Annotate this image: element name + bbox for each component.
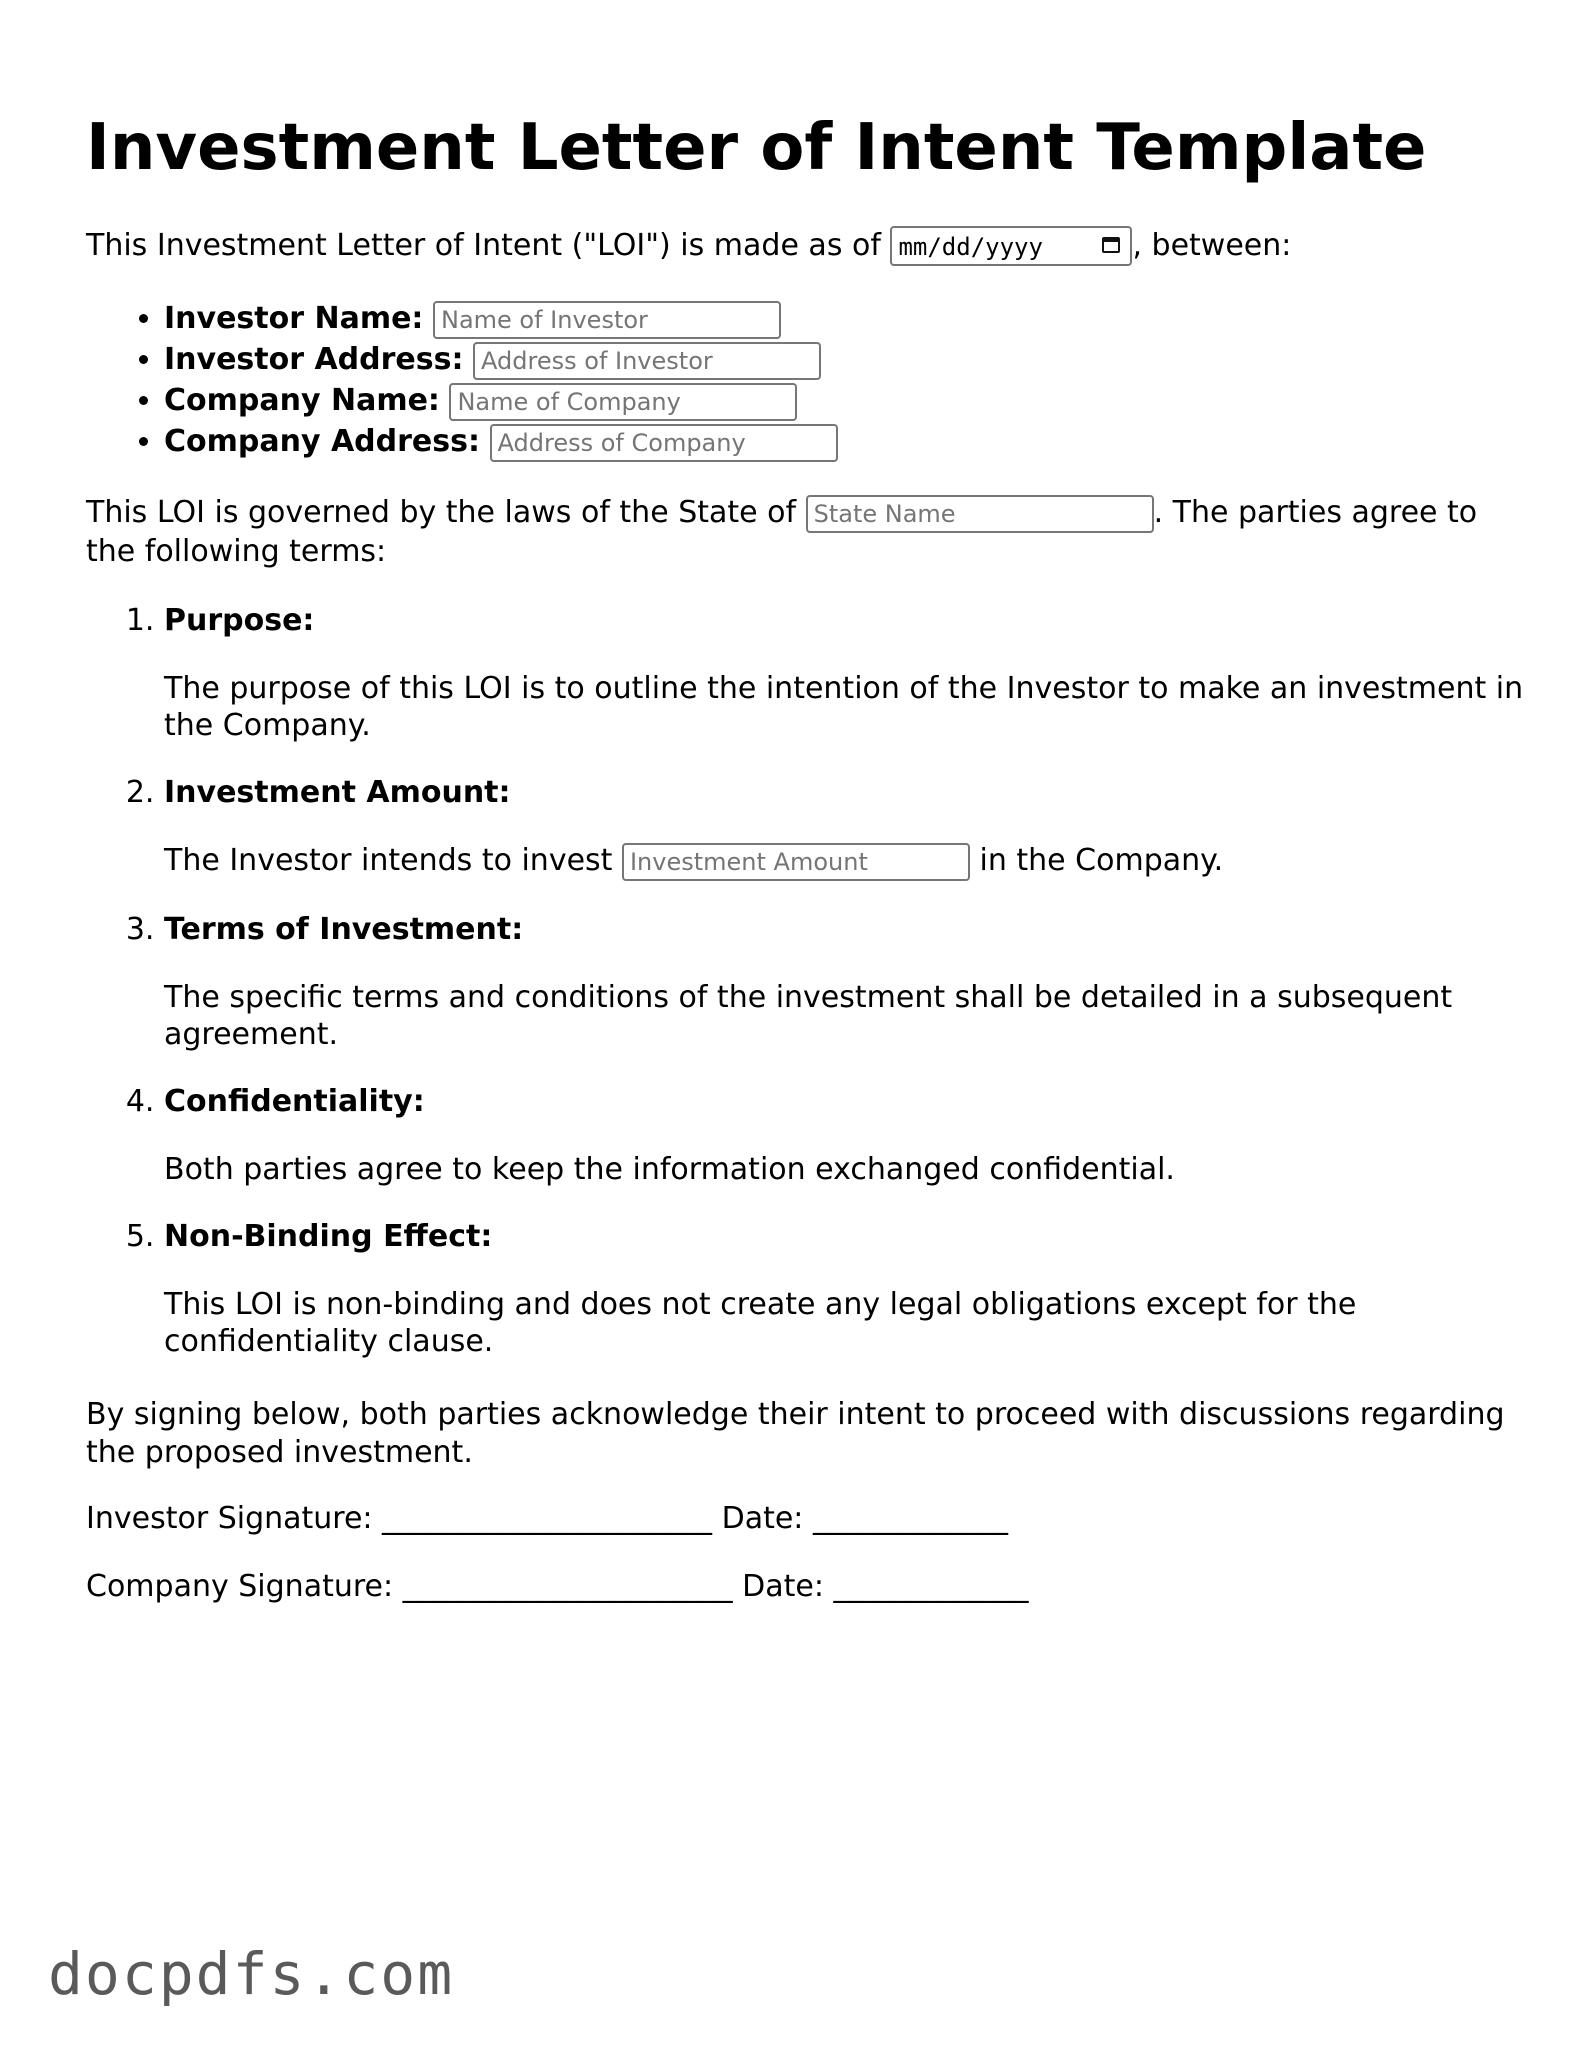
amount-text-before: The Investor intends to invest [164,843,613,878]
term-confidentiality [164,1083,1564,1188]
law-text-after: . The parties agree to the following terms: [86,495,1478,569]
term-terms-of-investment [164,911,1564,1053]
investor-address-label: Investor Address: [164,342,464,377]
list-item [164,339,838,380]
date-placeholder: mm/dd/yyyy [898,233,1043,261]
watermark-logo: docpdfs.com [48,1940,455,2008]
term-body [164,842,1564,881]
list-item [164,421,838,462]
parties-list [86,298,838,462]
term-purpose [164,602,1564,744]
term-body: The purpose of this LOI is to outline the intention of the Investor to make an investment in the Company. [164,671,1524,743]
term-body: The specific terms and conditions of the investment shall be detailed in a subsequent agreement. [164,979,1453,1052]
investor-signature-line: Investor Signature: ______________________ Date: _____________ [86,1501,1008,1536]
term-body: This LOI is non-binding and does not create any legal obligations except for the confidentiality clause. [164,1286,1357,1359]
investment-amount-input[interactable] [622,843,970,881]
term-body: Both parties agree to keep the information exchanged confidential. [164,1151,1175,1187]
list-item [164,380,838,421]
intro-text-after: , between: [1132,228,1292,263]
company-name-input[interactable] [449,383,797,421]
law-text-before: This LOI is governed by the laws of the State of [86,495,797,530]
governing-law-paragraph [86,494,1506,571]
closing-paragraph: By signing below, both parties acknowledge their intent to proceed with discussions regarding the proposed investment. [86,1397,1505,1470]
page-title: Investment Letter of Intent Template [86,111,1427,185]
intro-text-before: This Investment Letter of Intent ("LOI") is made as of [86,228,881,263]
investor-name-input[interactable] [433,301,781,339]
term-investment-amount [164,774,1564,881]
intro-paragraph [86,226,1291,266]
term-non-binding-effect [164,1218,1564,1360]
calendar-icon[interactable] [1102,237,1120,253]
date-input[interactable] [890,226,1132,266]
list-item [164,298,838,339]
company-address-input[interactable] [490,424,838,462]
state-name-input[interactable] [806,495,1154,533]
term-heading: 4. Confidentiality: [164,1083,425,1119]
investor-address-input[interactable] [473,342,821,380]
company-name-label: Company Name: [164,383,440,418]
term-heading: 3. Terms of Investment: [164,911,524,947]
term-heading: 1. Purpose: [164,603,315,638]
company-signature-line: Company Signature: ______________________ Date: _____________ [86,1569,1029,1604]
term-heading: 2. Investment Amount: [164,775,511,810]
company-address-label: Company Address: [164,424,480,459]
investor-name-label: Investor Name: [164,301,424,336]
terms-list [86,602,1564,1390]
term-heading: 5. Non-Binding Effect: [164,1218,493,1254]
amount-text-after: in the Company. [979,843,1224,878]
